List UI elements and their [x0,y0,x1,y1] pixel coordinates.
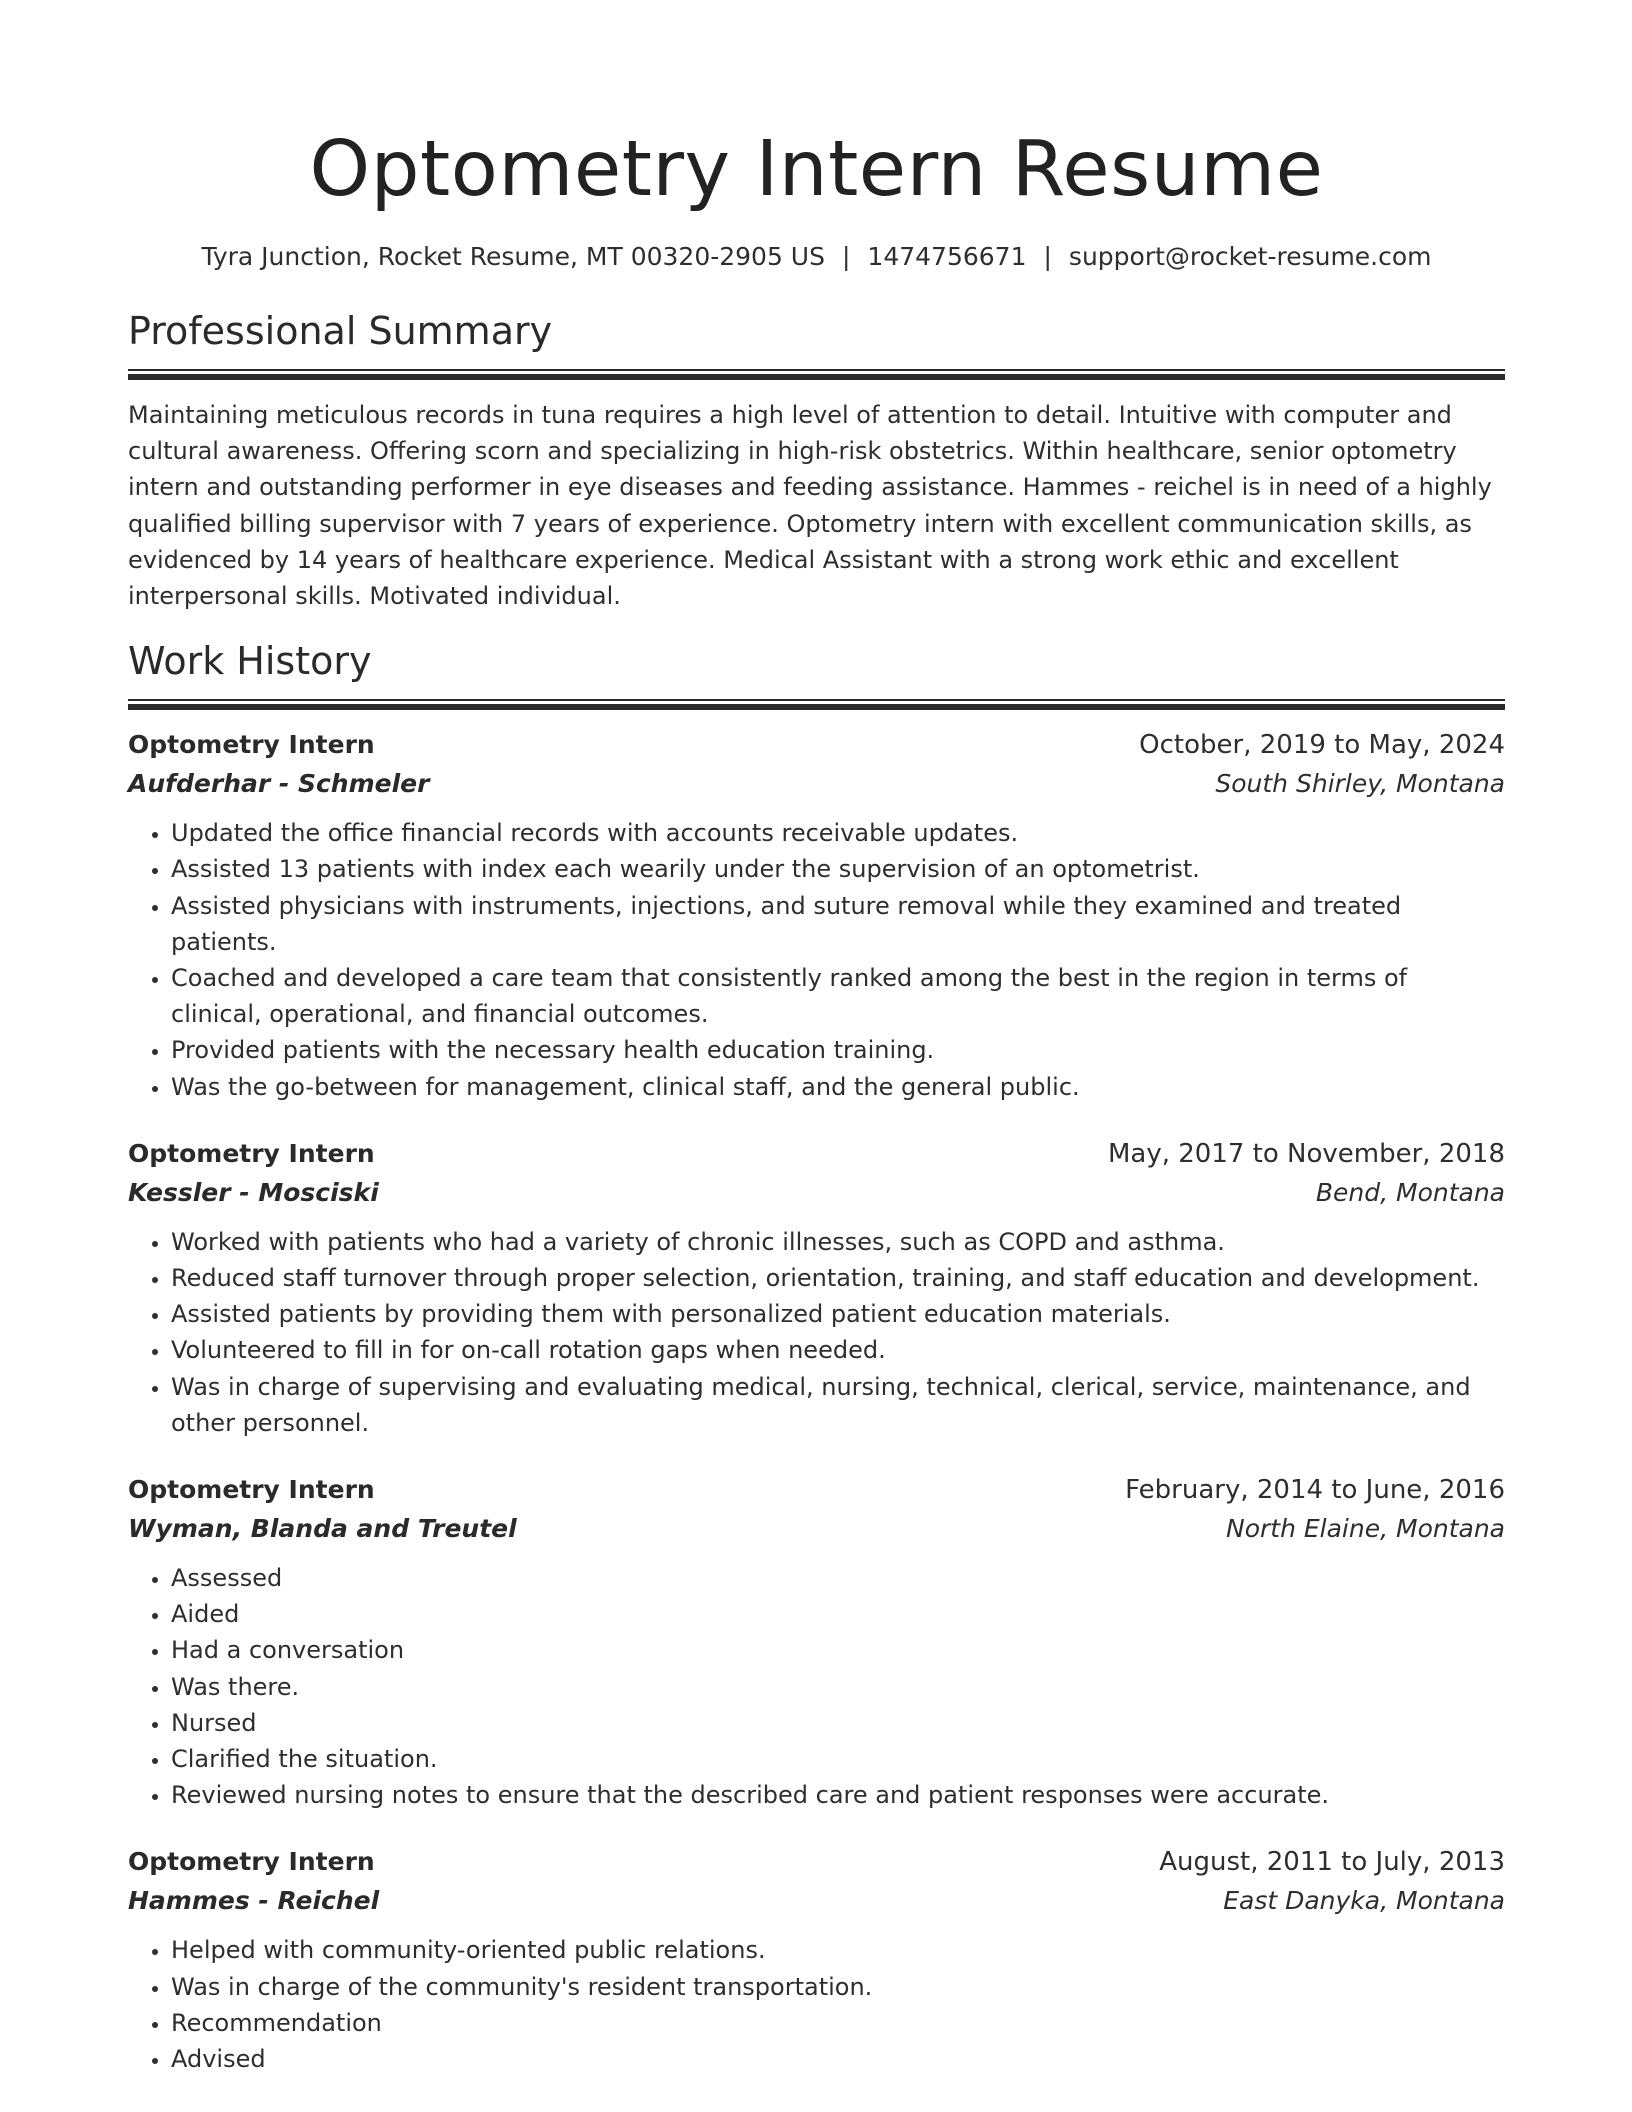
job-bullet: • Was there. [171,1669,1505,1705]
job-title: Optometry Intern [128,1138,375,1168]
job-header-row [128,1471,1505,1509]
job-bullet: • Volunteered to fill in for on-call rotation gaps when needed. [171,1332,1505,1368]
job-company: Kessler - Mosciski [128,1177,379,1207]
section-heading-summary: Professional Summary [128,309,553,353]
job-bullet: • Advised [171,2041,1505,2077]
resume-title: Optometry Intern Resume [309,125,1324,214]
job-bullet-list [128,815,1505,1105]
job-bullet-list [128,1224,1505,1441]
job-bullet: • Was the go-between for management, clinical staff, and the general public. [171,1069,1505,1105]
job-location: Bend, Montana [1315,1177,1505,1207]
contact-line [128,240,1505,274]
section-divider [128,369,1505,380]
job-bullet: • Had a conversation [171,1632,1505,1668]
job-bullet: • Assisted 13 patients with index each wearily under the supervision of an optometrist. [171,851,1505,887]
job-bullet-list [128,1932,1505,2077]
job-bullet: • Was in charge of the community's resident transportation. [171,1969,1505,2005]
job-location: North Elaine, Montana [1226,1514,1505,1544]
job-dates: August, 2011 to July, 2013 [1159,1847,1505,1878]
job-bullet: • Assessed [171,1560,1505,1596]
job-subheader-row [128,1509,1505,1548]
job-bullet: • Nursed [171,1705,1505,1741]
job-subheader-row [128,1881,1505,1920]
job-bullet: • Updated the office financial records with accounts receivable updates. [171,815,1505,851]
job-dates: October, 2019 to May, 2024 [1139,730,1505,761]
job-location: South Shirley, Montana [1215,769,1505,799]
job-header-row [128,1135,1505,1173]
job-bullet: • Clarified the situation. [171,1741,1505,1777]
job-title: Optometry Intern [128,730,375,760]
job-bullet: • Reviewed nursing notes to ensure that the described care and patient responses were accurate. [171,1777,1505,1813]
contact-email: support@rocket-resume.com [1068,242,1432,271]
job-bullet-list [128,1560,1505,1813]
work-history-section [128,637,1505,2077]
section-divider [128,699,1505,710]
job-bullet: • Helped with community-oriented public relations. [171,1932,1505,1968]
contact-separator: | [1043,242,1052,271]
professional-summary-section [128,307,1505,614]
job-bullet: • Was in charge of supervising and evaluating medical, nursing, technical, clerical, service, maintenance, and other personnel. [171,1369,1505,1441]
job-location: East Danyka, Montana [1223,1886,1505,1916]
contact-address: Tyra Junction, Rocket Resume, MT 00320-2905 US [201,242,825,271]
job-bullet: • Coached and developed a care team that consistently ranked among the best in the region in terms of clinical, operational, and financial outcomes. [171,960,1505,1032]
job-entry [128,726,1505,1105]
contact-separator: | [841,242,851,271]
job-subheader-row [128,1173,1505,1212]
job-bullet: • Assisted physicians with instruments, injections, and suture removal while they examined and treated patients. [171,888,1505,960]
summary-text: Maintaining meticulous records in tuna requires a high level of attention to detail. Intuitive with computer and cultural awareness. Offering scorn and specializing in high-risk obstetrics. Within healthcare, senior optometry intern and outstanding performer in eye diseases and feeding assistance. Hammes - reichel is in need of a highly qualified billing supervisor with 7 years of experience. Optometry intern with excellent communication skills, as evidenced by 14 years of healthcare experience. Medical Assistant with a strong work ethic and excellent interpersonal skills. Motivated individual. [128,401,1492,611]
job-company: Wyman, Blanda and Treutel [128,1514,517,1544]
contact-phone: 1474756671 [867,242,1027,271]
job-header-row [128,1843,1505,1881]
job-dates: May, 2017 to November, 2018 [1107,1138,1505,1169]
job-company: Hammes - Reichel [128,1886,380,1916]
section-heading-work-history: Work History [128,639,372,684]
job-subheader-row [128,764,1505,803]
job-bullet: • Assisted patients by providing them with personalized patient education materials. [171,1296,1505,1332]
job-entry [128,1843,1505,2077]
job-dates: February, 2014 to June, 2016 [1125,1475,1505,1506]
job-bullet: • Aided [171,1596,1505,1632]
job-company: Aufderhar - Schmeler [128,769,430,799]
job-entry [128,1135,1505,1441]
job-bullet: • Recommendation [171,2005,1505,2041]
job-title: Optometry Intern [128,1475,375,1505]
job-bullet: • Reduced staff turnover through proper selection, orientation, training, and staff education and development. [171,1260,1505,1296]
job-title: Optometry Intern [128,1847,375,1877]
job-header-row [128,726,1505,764]
job-bullet: • Provided patients with the necessary health education training. [171,1032,1505,1068]
job-entry [128,1471,1505,1813]
job-bullet: • Worked with patients who had a variety of chronic illnesses, such as COPD and asthma. [171,1224,1505,1260]
